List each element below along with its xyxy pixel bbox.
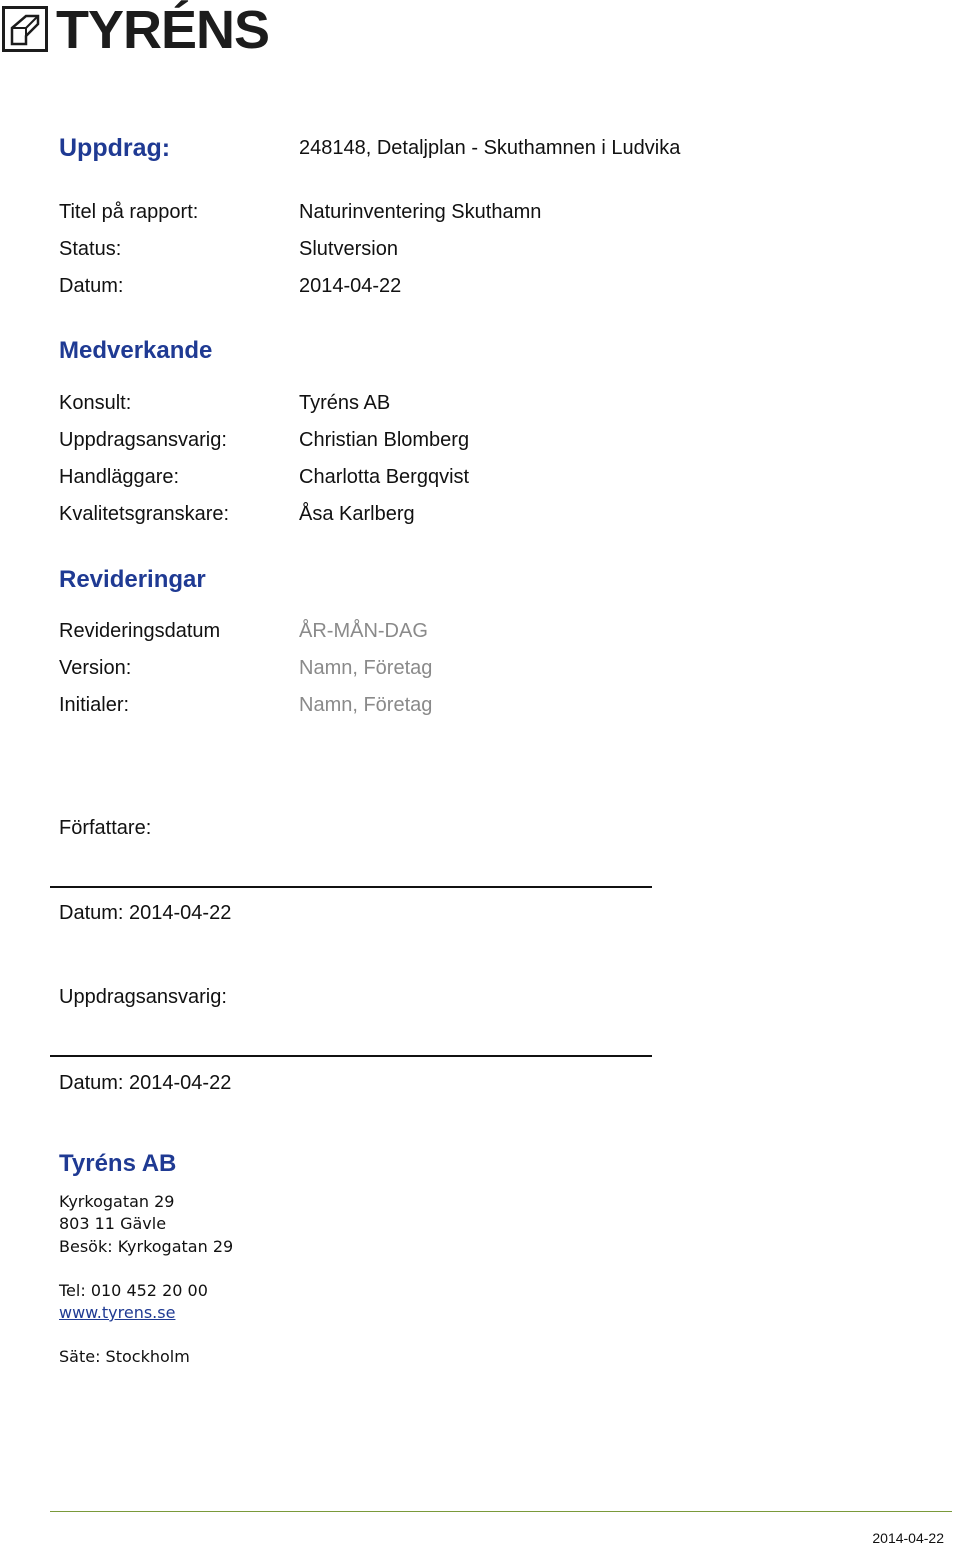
responsible-signature-line [50,1055,652,1057]
info-date-label: Datum: [59,275,124,297]
medverkande-ansvarig-value: Christian Blomberg [299,429,470,451]
medverkande-granskare-label: Kvalitetsgranskare: [59,503,230,525]
company-tel: Tel: 010 452 20 00 [59,1281,208,1300]
responsible-label: Uppdragsansvarig: [59,986,227,1008]
medverkande-handlaggare-label: Handläggare: [59,466,180,488]
uppdrag-value: 248148, Detaljplan - Skuthamnen i Ludvika [299,137,681,159]
medverkande-ansvarig-label: Uppdragsansvarig: [59,429,227,451]
info-status-value: Slutversion [299,238,398,260]
revidering-datum-label: Revideringsdatum [59,620,221,642]
medverkande-granskare-value: Åsa Karlberg [299,503,415,525]
footer-rule [50,1511,952,1512]
revidering-version-label: Version: [59,657,132,679]
tyrens-logo [0,0,270,60]
logo-wordmark: TYRÉNS [56,0,270,60]
responsible-date: Datum: 2014-04-22 [59,1072,232,1094]
medverkande-konsult-label: Konsult: [59,392,132,414]
revidering-initialer-label: Initialer: [59,694,130,716]
info-title-label: Titel på rapport: [59,201,199,223]
revideringar-heading: Revideringar [59,566,206,593]
company-name: Tyréns AB [59,1150,177,1177]
company-web-link[interactable]: www.tyrens.se [59,1303,176,1322]
revidering-initialer-value: Namn, Företag [299,694,433,716]
info-date-value: 2014-04-22 [299,275,402,297]
footer-date: 2014-04-22 [872,1530,944,1546]
medverkande-handlaggare-value: Charlotta Bergqvist [299,466,470,488]
author-date: Datum: 2014-04-22 [59,902,232,924]
revidering-datum-value: ÅR-MÅN-DAG [299,620,428,642]
info-status-label: Status: [59,238,122,260]
company-visit: Besök: Kyrkogatan 29 [59,1237,234,1256]
author-label: Författare: [59,817,152,839]
logo-mark-icon [2,6,48,52]
info-title-value: Naturinventering Skuthamn [299,201,542,223]
medverkande-konsult-value: Tyréns AB [299,392,391,414]
author-signature-line [50,886,652,888]
company-address2: 803 11 Gävle [59,1214,167,1233]
company-address1: Kyrkogatan 29 [59,1192,175,1211]
revidering-version-value: Namn, Företag [299,657,433,679]
medverkande-heading: Medverkande [59,337,213,364]
company-seat: Säte: Stockholm [59,1347,190,1366]
uppdrag-label: Uppdrag: [59,134,171,162]
